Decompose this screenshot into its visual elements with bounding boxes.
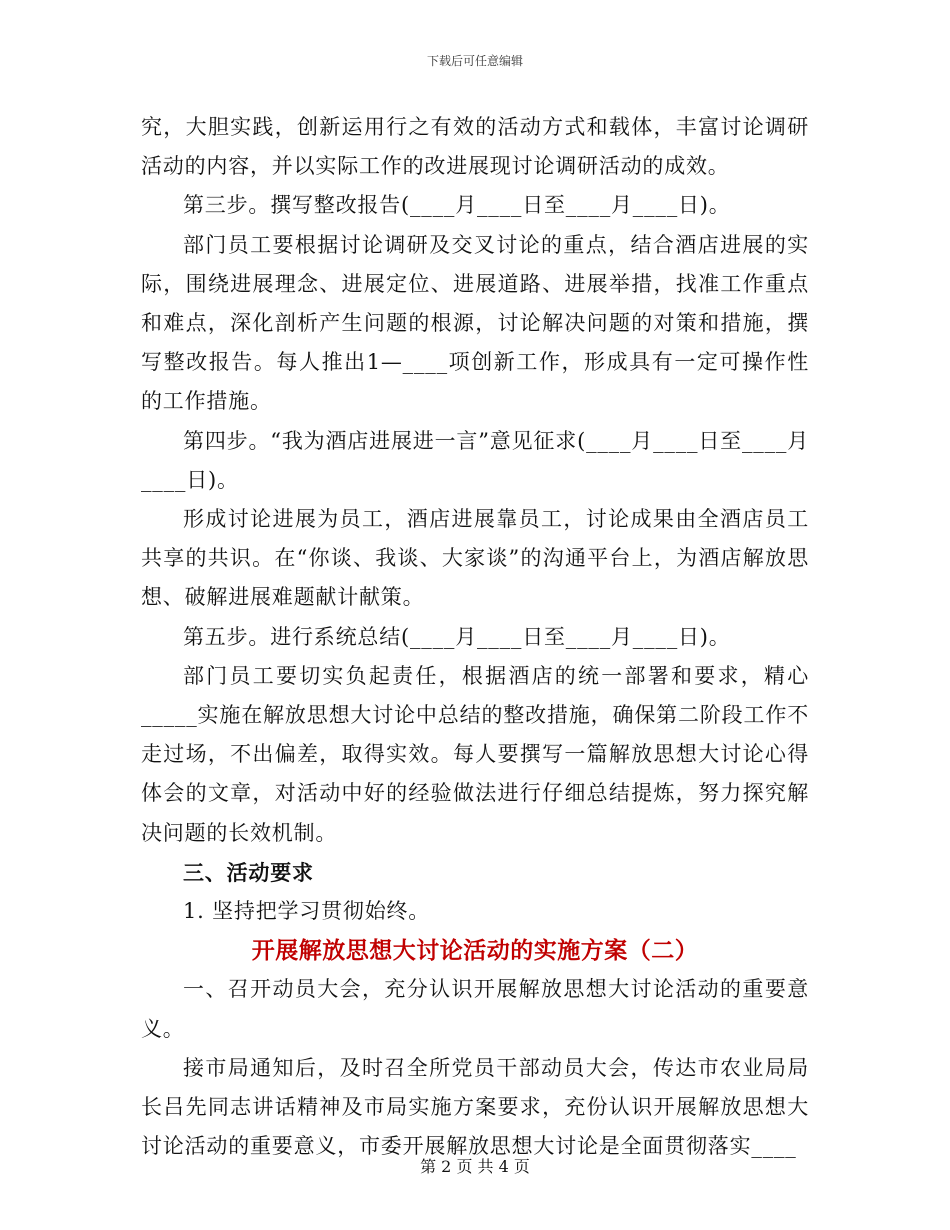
- paragraph-step-four: 形成讨论进展为员工，酒店进展靠员工，讨论成果由全酒店员工共享的共识。在“你谈、我谈、大家谈”的沟通平台上，为酒店解放思想、破解进展难题献计献策。: [141, 507, 809, 610]
- requirement-item-1: 1. 坚持把学习贯彻始终。: [183, 899, 431, 924]
- paragraph-mobilization: 接市局通知后，及时召全所党员干部动员大会，传达市农业局局长吕先同志讲话精神及市局实施方案要求，充份认识开展解放思想大讨论活动的重要意义，市委开展解放思想大讨论是全面贯彻落实____: [141, 1055, 809, 1159]
- page-number: 第 2 页 共 4 页: [420, 1157, 530, 1176]
- section-heading-mobilization: 一、召开动员大会，充分认识开展解放思想大讨论活动的重要意义。: [141, 977, 809, 1041]
- document-body: [141, 108, 809, 1166]
- paragraph-continuation: 究，大胆实践，创新运用行之有效的活动方式和载体，丰富讨论调研活动的内容，并以实际工作的改进展现讨论调研活动的成效。: [141, 115, 809, 179]
- paragraph-step-three: 部门员工要根据讨论调研及交叉讨论的重点，结合酒店进展的实际，围绕进展理念、进展定位、进展道路、进展举措，找准工作重点和难点，深化剖析产生问题的根源，讨论解决问题的对策和措施，撰写整改报告。每人推出1—____项创新工作，形成具有一定可操作性的工作措施。: [141, 232, 809, 414]
- paragraph-step-five: 部门员工要切实负起责任，根据酒店的统一部署和要求，精心_____实施在解放思想大讨论中总结的整改措施，确保第二阶段工作不走过场，不出偏差，取得实效。每人要撰写一篇解放思想大讨论心得体会的文章，对活动中好的经验做法进行仔细总结提炼，努力探究解决问题的长效机制。: [141, 663, 809, 845]
- section-heading-requirements: 三、活动要求: [183, 859, 314, 885]
- page-header: 下载后可任意编辑: [426, 54, 523, 68]
- step-five-heading: 第五步。进行系统总结(____月____日至____月____日)。: [183, 624, 731, 649]
- step-four-heading: 第四步。“我为酒店进展进一言”意见征求(____月____日至____月____日)。: [141, 428, 809, 492]
- document-title: 开展解放思想大讨论活动的实施方案（二）: [251, 937, 699, 965]
- step-three-heading: 第三步。撰写整改报告(____月____日至____月____日)。: [183, 193, 731, 218]
